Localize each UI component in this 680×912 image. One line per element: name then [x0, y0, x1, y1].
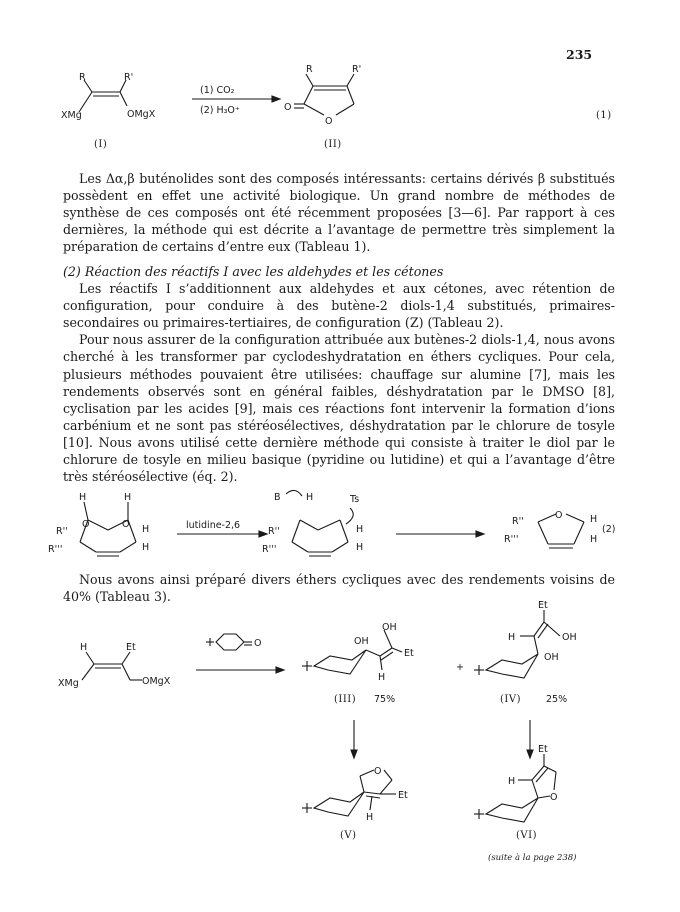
bond	[544, 622, 560, 636]
atom-Et: Et	[538, 744, 548, 755]
atom-H: H	[306, 492, 314, 503]
bond	[347, 86, 354, 104]
bond	[534, 636, 538, 654]
compound-IV-structure	[474, 600, 577, 678]
atom-H: H	[590, 514, 598, 525]
bond	[88, 520, 108, 530]
paragraph-text: Les Δα,β buténolides sont des composés intéressants: certains dérivés β substitués possèdent en effet une activité biologique. Un grand nombre de méthodes de synthèse de ces composés ont été récemment proposées [3—6]. Par rapport à ces dernières, la méthode qui est décrite a l’avantage de permettre très simplement la préparation de certains d’entre eux (Tableau 1).	[63, 171, 615, 255]
atom-O: O	[122, 519, 130, 530]
bond	[304, 86, 313, 104]
bond	[366, 650, 380, 656]
continuation-note: (suite à la page 238)	[488, 853, 577, 863]
bond	[318, 520, 340, 530]
atom-OH: OH	[544, 652, 559, 663]
bond	[538, 522, 548, 544]
cyclohexane-ring	[486, 654, 538, 678]
atom-R-triple-prime: R'''	[262, 544, 277, 555]
bond	[332, 542, 348, 552]
atom-Et: Et	[398, 790, 408, 801]
tosylate-intermediate-structure	[262, 490, 363, 556]
vinyl-reagent-structure	[58, 642, 171, 689]
scheme-2-cyclisation	[0, 480, 680, 570]
compound-I-structure	[61, 72, 156, 121]
arrow-head	[259, 531, 267, 537]
bond	[370, 796, 372, 810]
atom-H: H	[356, 542, 364, 553]
atom-XMg: XMg	[61, 110, 82, 121]
compound-V-structure	[302, 766, 408, 823]
atom-H: H	[80, 642, 88, 653]
atom-R-triple-prime: R'''	[48, 544, 63, 555]
equation-number-1: (1)	[596, 110, 612, 121]
section-2	[63, 263, 615, 485]
bond	[300, 520, 318, 530]
yield-III: 75%	[374, 694, 396, 705]
paragraph-text: Nous avons ainsi préparé divers éthers cycliques avec des rendements voisins de 40% (Tableau 3).	[63, 572, 615, 605]
atom-Et: Et	[538, 600, 548, 611]
bond	[306, 74, 313, 86]
atom-H: H	[124, 492, 132, 503]
atom-R-prime: R'	[352, 64, 362, 75]
bond	[538, 796, 550, 798]
bond	[381, 652, 393, 660]
paragraph-text: Les réactifs I s’additionnent aux aldehydes et aux cétones, avec rétention de configuration, pour conduire à des butène-2 diols-1,4 substitués, primaires-secondaires ou primaires-tertiaires, de configuration (Z) (Tableau 2).	[63, 281, 615, 331]
atom-H: H	[508, 632, 516, 643]
equation-number-2: (2)	[602, 524, 616, 535]
reagent-lutidine: lutidine-2,6	[186, 520, 241, 531]
atom-O-ring: O	[325, 116, 333, 127]
bond	[292, 520, 300, 542]
yield-IV: 25%	[546, 694, 568, 705]
atom-Ts: Ts	[350, 494, 360, 505]
cyclic-ether-structure	[504, 510, 597, 548]
atom-R-prime: R'	[124, 72, 134, 83]
atom-OH: OH	[562, 632, 577, 643]
bond	[120, 542, 136, 552]
bond	[380, 656, 382, 670]
atom-O: O	[555, 510, 563, 521]
scheme-1-reaction	[0, 0, 680, 170]
bond	[532, 766, 544, 780]
atom-O: O	[550, 792, 558, 803]
page-number: 235	[566, 47, 593, 62]
atom-H: H	[590, 534, 598, 545]
atom-OMgX: OMgX	[142, 676, 171, 687]
label-II: (II)	[324, 139, 342, 150]
atom-H: H	[79, 492, 87, 503]
atom-H: H	[142, 542, 150, 553]
atom-H: H	[508, 776, 516, 787]
compound-II-structure	[284, 64, 361, 127]
atom-B: B	[274, 492, 281, 503]
atom-OH: OH	[354, 636, 369, 647]
atom-R: R	[306, 64, 313, 75]
atom-R-double-prime: R''	[56, 526, 68, 537]
atom-H: H	[366, 812, 374, 823]
atom-H: H	[356, 524, 364, 535]
atom-O: O	[374, 766, 382, 777]
bond	[534, 622, 544, 636]
atom-Et: Et	[404, 648, 414, 659]
label-III: (III)	[334, 694, 357, 705]
bond	[122, 664, 130, 680]
bond	[566, 514, 584, 522]
section-heading: (2) Réaction des réactifs I avec les aldehydes et les cétones	[63, 264, 444, 279]
bond	[122, 652, 130, 664]
bond	[366, 796, 380, 798]
ketone-reagent-structure	[206, 634, 261, 650]
bond	[84, 502, 88, 520]
cyclohexane-ring	[486, 798, 538, 822]
paragraph-text: Pour nous assurer de la configuration attribuée aux butènes-2 diols-1,4, nous avons cherché à les transformer par cyclodeshydratation en éthers cycliques. Pour cela, plusieurs méthodes pouvaient être utilisées: chauffage sur alumine [7], mais les rendements observés sont en général faibles, déshydratation par le DMSO [8], cyclisation par les acides [9], mais ces réactions font intervenir la formation d’ions carbénium et ne sont pas stéréosélectives, déshydratation par le chlorure de tosyle [10]. Nous avons utilisé cette dernière méthode qui consiste à traiter le diol par le chlorure de tosyle en milieu basique (pyridine ou lutidine) et qui a l’avantage d’être très stéréosélective (éq. 2).	[63, 332, 615, 485]
atom-R: R	[79, 72, 86, 83]
bond	[364, 792, 380, 794]
bond	[392, 648, 402, 652]
bond	[532, 780, 538, 798]
reagent-2: (2) H₃O⁺	[200, 105, 240, 116]
scheme-3-products	[0, 600, 680, 860]
bond	[79, 92, 92, 112]
bond	[304, 104, 324, 115]
atom-OMgX: OMgX	[127, 109, 156, 120]
bond	[380, 648, 392, 656]
curved-arrow	[286, 490, 302, 496]
bond	[336, 104, 354, 115]
arrow-head	[276, 667, 284, 673]
arrow-head	[527, 750, 533, 758]
atom-O-carbonyl: O	[284, 102, 292, 113]
atom-H: H	[378, 672, 386, 683]
bond	[347, 74, 354, 86]
bond	[120, 92, 127, 106]
compound-VI-structure	[474, 744, 557, 822]
arrow-head	[476, 531, 484, 537]
bond	[292, 542, 308, 552]
bond	[384, 770, 392, 780]
atom-O: O	[82, 519, 90, 530]
bond	[574, 522, 584, 544]
label-VI: (VI)	[516, 830, 537, 841]
bond	[538, 514, 556, 522]
bond	[538, 624, 548, 638]
atom-R-double-prime: R''	[268, 526, 280, 537]
cyclohexane-ring	[314, 650, 366, 674]
bond	[360, 776, 364, 792]
bond	[80, 542, 96, 552]
bond	[536, 768, 548, 782]
arrow-head	[351, 750, 357, 758]
cyclohexane-ring	[216, 634, 244, 650]
atom-XMg: XMg	[58, 678, 79, 689]
label-I: (I)	[94, 139, 108, 150]
bond	[360, 770, 374, 776]
label-IV: (IV)	[500, 694, 521, 705]
cyclohexane-ring	[314, 792, 364, 816]
bond	[380, 780, 392, 794]
atom-O: O	[254, 638, 262, 649]
label-V: (V)	[340, 830, 357, 841]
atom-R-triple-prime: R'''	[504, 534, 519, 545]
compound-III-structure	[302, 622, 414, 683]
bond	[82, 664, 94, 680]
bond	[554, 772, 556, 790]
arrow-head	[272, 96, 280, 102]
curved-arrow	[346, 508, 353, 524]
atom-H: H	[142, 524, 150, 535]
paragraph-intro	[63, 170, 615, 255]
reagent-1: (1) CO₂	[200, 85, 235, 96]
atom-Et: Et	[126, 642, 136, 653]
atom-OH: OH	[382, 622, 397, 633]
diol-structure	[48, 492, 149, 556]
bond	[86, 652, 94, 664]
plus-sign: +	[456, 662, 464, 673]
atom-R-double-prime: R''	[512, 516, 524, 527]
